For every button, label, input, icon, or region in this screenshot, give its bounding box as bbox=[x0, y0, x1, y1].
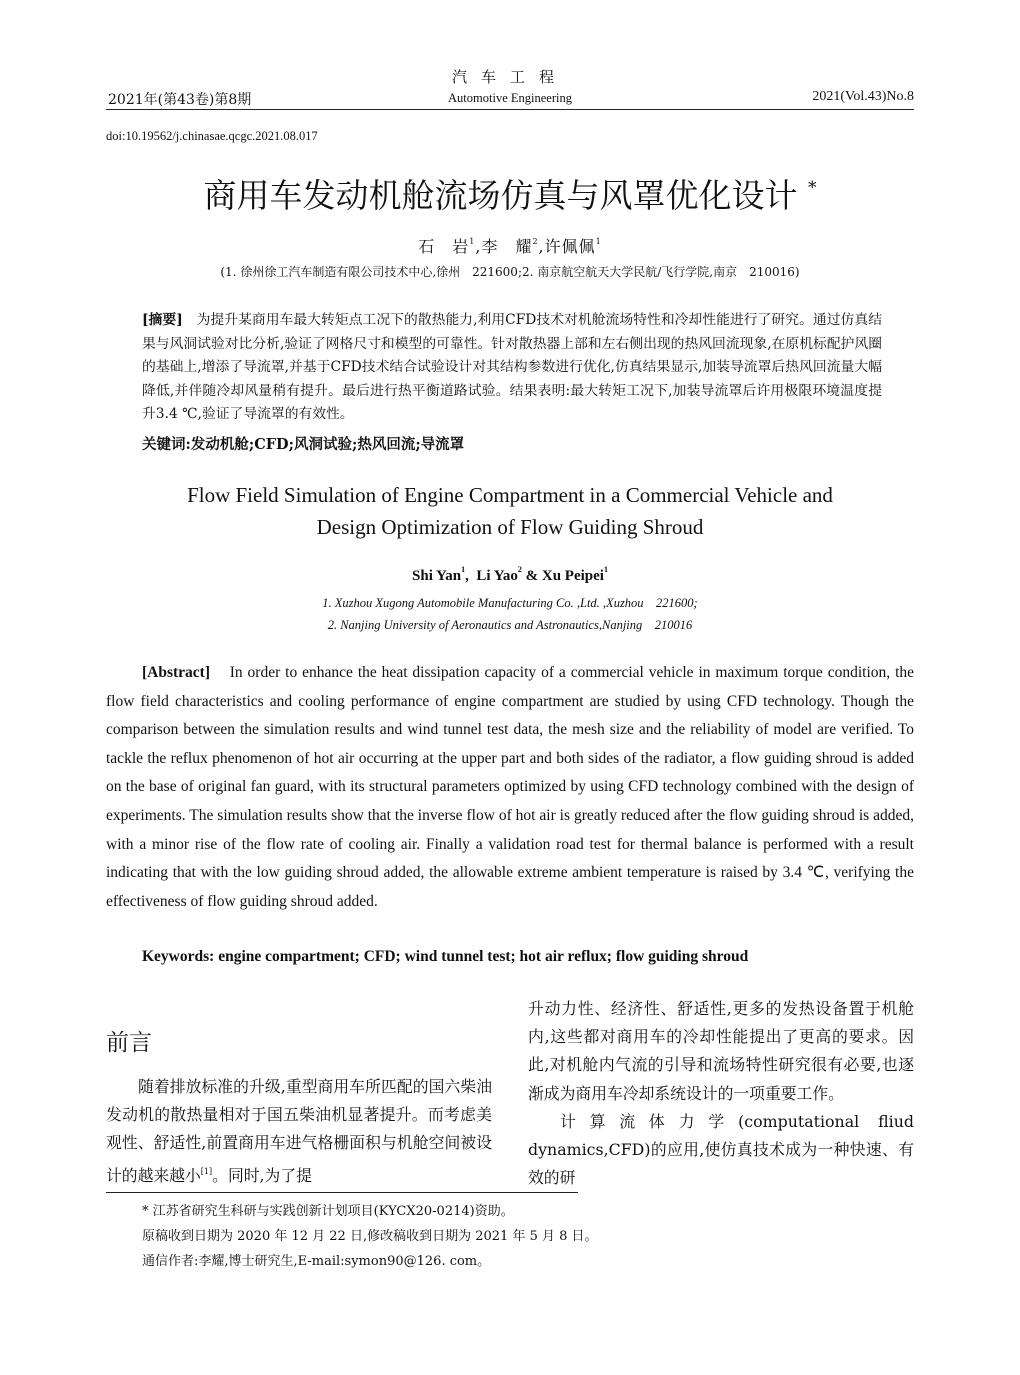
issue-en: 2021(Vol.43)No.8 bbox=[812, 89, 914, 104]
authors-cn: 石 岩$^1$,李 耀$^2$,许佩佩$^1$ bbox=[418, 237, 602, 256]
title-en-line1: Flow Field Simulation of Engine Compartment in a Commercial Vehicle and bbox=[187, 483, 833, 507]
abstract-en-text: In order to enhance the heat dissipation capacity of a commercial vehicle in maximum torque condition, the flow field characteristics and cooling performance of engine compartment are studied by using CFD technology. Though the comparison between the simulation results and wind tunnel test data, the mesh size and the reliability of model are verified. To tackle the reflux phenomenon of hot air occurring at the upper part and both sides of the radiator, a flow guiding shroud is added on the base of original fan guard, with its structural parameters optimized by using CFD technology combined with the design of experiments. The simulation results show that the inverse flow of hot air is greatly reduced after the flow guiding shroud is added, with a minor rise of the flow rate of cooling air. Finally a validation road test for thermal balance is performed with a result indicating that with the low guiding shroud added, the allowable extreme ambient temperature is raised by 3.4 ℃, verifying the effectiveness of flow guiding shroud added. bbox=[106, 664, 915, 910]
body-left-column bbox=[106, 1073, 492, 1190]
author-aff: 1 bbox=[603, 565, 608, 574]
abstract-cn bbox=[142, 309, 882, 427]
author-sep: & bbox=[521, 568, 542, 584]
title-en bbox=[0, 479, 1020, 543]
title-cn bbox=[0, 170, 1020, 217]
author-cn: 许佩佩 bbox=[544, 237, 596, 256]
author-aff: 1 bbox=[595, 237, 602, 246]
author-aff: 1 bbox=[461, 565, 466, 574]
section-title: 前言 bbox=[106, 1030, 152, 1056]
abstract-cn-label: [摘要] bbox=[142, 312, 183, 328]
abstract-cn-text: 为提升某商用车最大转矩点工况下的散热能力,利用CFD技术对机舱流场特性和冷却性能进行了研究。通过仿真结果与风洞试验对比分析,验证了网格尺寸和模型的可靠性。针对散热器上部和左右侧出现的热风回流现象,在原机标配护风圈的基础上,增添了导流罩,并基于CFD技术结合试验设计对其结构参数进行优化,仿真结果显示,加装导流罩后热风回流量大幅降低,并伴随冷却风量稍有提升。最后进行热平衡道路试验。结果表明:最大转矩工况下,加装导流罩后许用极限环境温度提升3.4 ℃,验证了导流罩的有效性。 bbox=[142, 312, 883, 422]
body-right-paragraph-2: 计算流体力学(computational fliud dynamics,CFD)的应用,使仿真技术成为一种快速、有效的研 bbox=[528, 1111, 914, 1188]
footnote-dates: 原稿收到日期为 2020 年 12 月 22 日,修改稿收到日期为 2021 年 5 月 8 日。 bbox=[142, 1229, 598, 1244]
author-en: Xu Peipei bbox=[541, 568, 604, 584]
citation: [1] bbox=[200, 1166, 213, 1176]
author-cn: 李 耀 bbox=[481, 237, 533, 256]
body-right-column bbox=[528, 995, 914, 1192]
title-cn-mark: * bbox=[808, 178, 817, 198]
authors-en bbox=[0, 565, 1020, 585]
footnote-correspondence: 通信作者:李耀,博士研究生,E-mail:symon90@126. com。 bbox=[142, 1254, 491, 1269]
issue-cn: 2021年(第43卷)第8期 bbox=[108, 92, 252, 108]
affiliation-cn: (1. 徐州徐工汽车制造有限公司技术中心,徐州 221600;2. 南京航空航天大学民航/飞行学院,南京 210016) bbox=[220, 265, 800, 279]
affiliation-en-2: 2. Nanjing University of Aeronautics and Astronautics,Nanjing 210016 bbox=[327, 618, 693, 632]
title-en-line2: Design Optimization of Flow Guiding Shroud bbox=[316, 515, 704, 539]
footnote-rule bbox=[106, 1192, 578, 1193]
author-aff: 1 bbox=[469, 237, 476, 246]
author-sep: , bbox=[465, 568, 477, 584]
abstract-en-label: [Abstract] bbox=[142, 664, 211, 681]
affiliation-en-1: 1. Xuzhou Xugong Automobile Manufacturing Co. ,Ltd. ,Xuzhou 221600; bbox=[322, 596, 698, 610]
body-left-text-tail: 。同时,为了提 bbox=[212, 1165, 312, 1185]
header-rule bbox=[106, 109, 914, 110]
author-aff: 2 bbox=[517, 565, 522, 574]
abstract-en bbox=[106, 659, 914, 916]
body-left-text: 随着排放标准的升级,重型商用车所匹配的国六柴油发动机的散热量相对于国五柴油机显著提升。而考虑美观性、舒适性,前置商用车进气格栅面积与机舱空间被设计的越来越小 bbox=[106, 1077, 492, 1185]
author-en: Shi Yan bbox=[412, 568, 462, 584]
author-en: Li Yao bbox=[476, 568, 518, 584]
author-cn: 石 岩 bbox=[418, 237, 470, 256]
journal-name-cn: 汽车工程 bbox=[451, 68, 568, 86]
keywords-en: Keywords: engine compartment; CFD; wind tunnel test; hot air reflux; flow guiding shroud bbox=[142, 948, 749, 965]
keywords-cn: 关键词:发动机舱;CFD;风洞试验;热风回流;导流罩 bbox=[142, 436, 465, 453]
title-cn-text: 商用车发动机舱流场仿真与风罩优化设计 bbox=[203, 176, 798, 215]
doi: doi:10.19562/j.chinasae.qcgc.2021.08.017 bbox=[106, 129, 318, 143]
body-right-paragraph-1: 升动力性、经济性、舒适性,更多的发热设备置于机舱内,这些都对商用车的冷却性能提出了更高的要求。因此,对机舱内气流的引导和流场特性研究很有必要,也逐渐成为商用车冷却系统设计的一项重要工作。 bbox=[528, 999, 914, 1103]
journal-name-en: Automotive Engineering bbox=[448, 91, 572, 105]
author-aff: 2 bbox=[532, 237, 539, 246]
footnote-funding: * 江苏省研究生科研与实践创新计划项目(KYCX20-0214)资助。 bbox=[142, 1204, 514, 1219]
